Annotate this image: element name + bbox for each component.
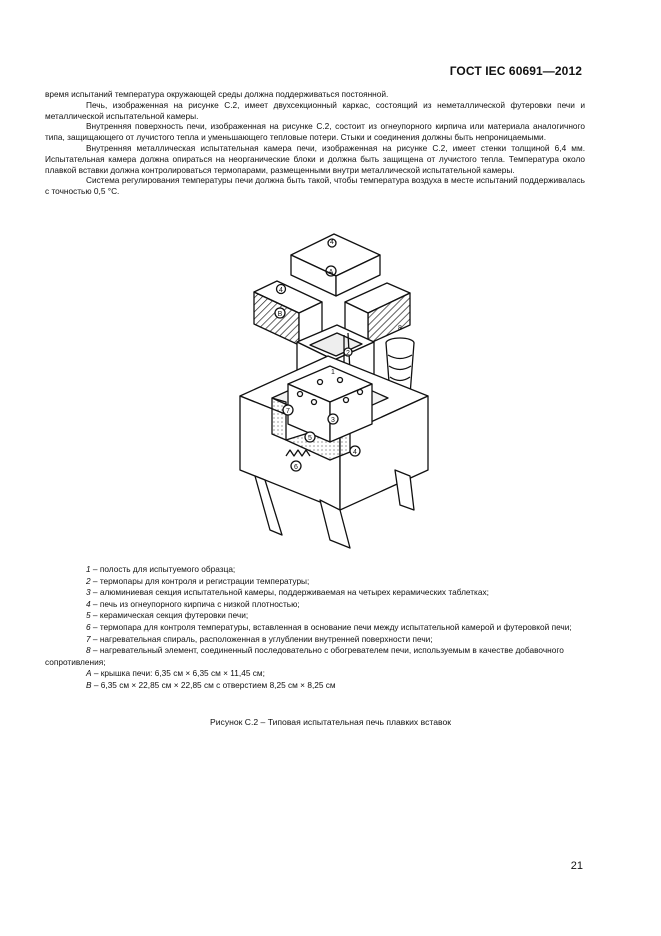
label-6: 6	[294, 464, 298, 471]
paragraph: Внутренняя поверхность печи, изображенная на рисунке С.2, состоит из огнеупорного кирпича или материала аналогичного типа, защищающего от лучистого тепла и уменьшающего тепловые потери. Стыки и соединения должны быть непроницаемыми.	[45, 121, 585, 143]
label-2: 2	[346, 350, 350, 357]
legend-item: 2 – термопары для контроля и регистрации температуры;	[86, 575, 310, 586]
body-text	[45, 89, 585, 197]
label-1: 1	[331, 369, 335, 376]
label-4-base: 4	[353, 449, 357, 456]
paragraph: Внутренняя металлическая испытательная камера печи, изображенная на рисунке С.2, имеет стенки толщиной 6,4 мм. Испытательная камера должна опираться на неорганические блоки и должна быть защищена от лучистого тепла. Температура около плавкой вставки должна контролироваться термопарами, размещенными внутри металлической испытательной камеры.	[45, 142, 585, 175]
paragraph: Печь, изображенная на рисунке С.2, имеет двухсекционный каркас, состоящий из неметаллической футеровки печи и металлической испытательной камеры.	[45, 99, 585, 121]
legend-item: 7 – нагревательная спираль, расположенная в углублении внутренней поверхности печи;	[86, 633, 433, 644]
label-3: 3	[331, 417, 335, 424]
figure-legend	[45, 564, 585, 692]
legend-item: 5 – керамическая секция футеровки печи;	[86, 610, 249, 621]
legend-item: А – крышка печи: 6,35 см × 6,35 см × 11,45 см;	[86, 668, 265, 679]
legend-item: 1 – полость для испытуемого образца;	[86, 564, 236, 574]
page-number: 21	[570, 860, 583, 872]
label-b: B	[277, 311, 283, 318]
label-4-lid: 4	[330, 239, 334, 246]
furnace-base	[240, 356, 428, 548]
label-4-top: 4	[279, 287, 283, 294]
figure-caption: Рисунок С.2 – Типовая испытательная печь плавких вставок	[209, 717, 451, 727]
label-a: A	[328, 269, 334, 276]
furnace-figure	[232, 230, 432, 560]
legend-item: 3 – алюминиевая секция испытательной камеры, поддерживаемая на четырех керамических таблетках;	[86, 587, 489, 598]
paragraph: Система регулирования температуры печи должна быть такой, чтобы температура воздуха в месте испытаний поддерживалась с точностью 0,5 °С.	[45, 175, 585, 197]
label-7: 7	[286, 408, 290, 415]
paragraph: время испытаний температура окружающей среды должна поддерживаться постоянной.	[45, 89, 389, 99]
label-5: 5	[308, 435, 312, 442]
standard-header: ГОСТ IEC 60691—2012	[449, 64, 582, 78]
legend-item: В – 6,35 см × 22,85 см × 22,85 см с отверстием 8,25 см × 8,25 см	[86, 679, 336, 690]
legend-item: 8 – нагревательный элемент, соединенный последовательно с обогревателем печи, используемым в качестве добавочного сопротивления;	[45, 645, 564, 667]
label-8: 8	[398, 325, 402, 332]
legend-item: 4 – печь из огнеупорного кирпича с низкой плотностью;	[86, 598, 300, 609]
legend-item: 6 – термопара для контроля температуры, вставленная в основание печи между испытательной камерой и футеровкой печи;	[86, 621, 572, 632]
lid-a	[291, 234, 380, 296]
